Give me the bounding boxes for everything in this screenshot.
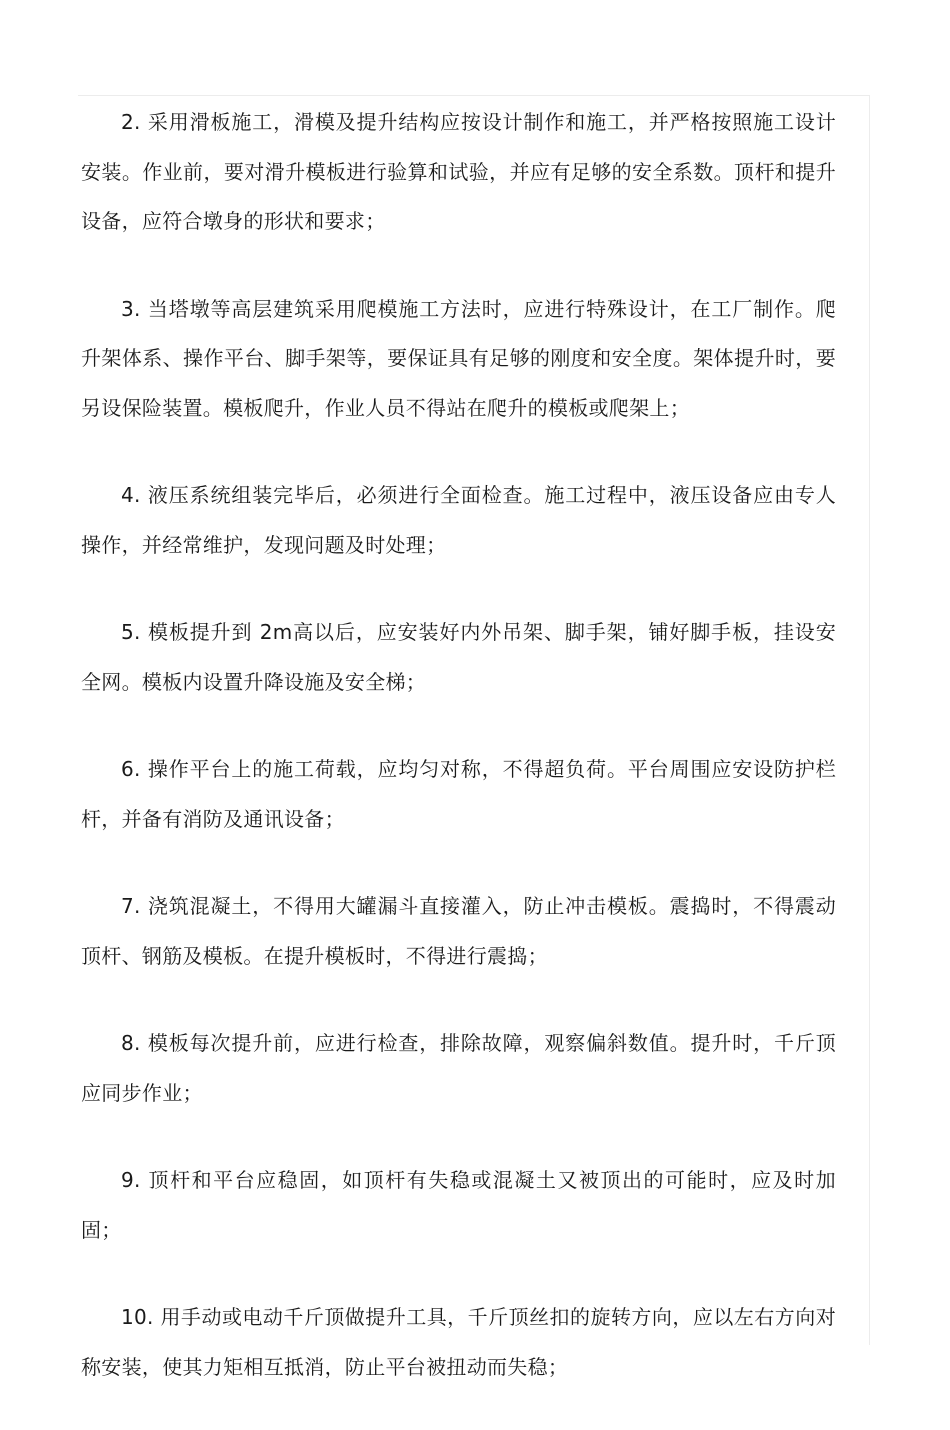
paragraph-item-6: 6. 操作平台上的施工荷载，应均匀对称，不得超负荷。平台周围应安设防护栏杆，并备有消防及通讯设备； bbox=[81, 757, 836, 831]
paragraph-item-5: 5. 模板提升到 2m高以后，应安装好内外吊架、脚手架，铺好脚手板，挂设安全网。模板内设置升降设施及安全梯； bbox=[81, 620, 836, 694]
paragraph-item-3: 3. 当塔墩等高层建筑采用爬模施工方法时，应进行特殊设计，在工厂制作。爬升架体系、操作平台、脚手架等，要保证具有足够的刚度和安全度。架体提升时，要另设保险装置。模板爬升，作业人员不得站在爬升的模板或爬架上； bbox=[81, 296, 836, 420]
paragraph-item-2: 2. 采用滑板施工，滑模及提升结构应按设计制作和施工，并严格按照施工设计安装。作业前，要对滑升模板进行验算和试验，并应有足够的安全系数。顶杆和提升设备，应符合墩身的形状和要求； bbox=[81, 110, 836, 233]
document-body bbox=[81, 98, 836, 1430]
paragraph-item-9: 9. 顶杆和平台应稳固，如顶杆有失稳或混凝土又被顶出的可能时，应及时加固； bbox=[81, 1168, 836, 1242]
paragraph-item-4: 4. 液压系统组装完毕后，必须进行全面检查。施工过程中，液压设备应由专人操作，并经常维护，发现问题及时处理； bbox=[81, 483, 836, 557]
paragraph-item-7: 7. 浇筑混凝土，不得用大罐漏斗直接灌入，防止冲击模板。震捣时，不得震动顶杆、钢筋及模板。在提升模板时，不得进行震捣； bbox=[81, 894, 836, 968]
paragraph-item-10: 10. 用手动或电动千斤顶做提升工具，千斤顶丝扣的旋转方向，应以左右方向对称安装，使其力矩相互抵消，防止平台被扭动而失稳； bbox=[81, 1305, 836, 1379]
paragraph-item-8: 8. 模板每次提升前，应进行检查，排除故障，观察偏斜数值。提升时，千斤顶应同步作业； bbox=[81, 1031, 836, 1105]
